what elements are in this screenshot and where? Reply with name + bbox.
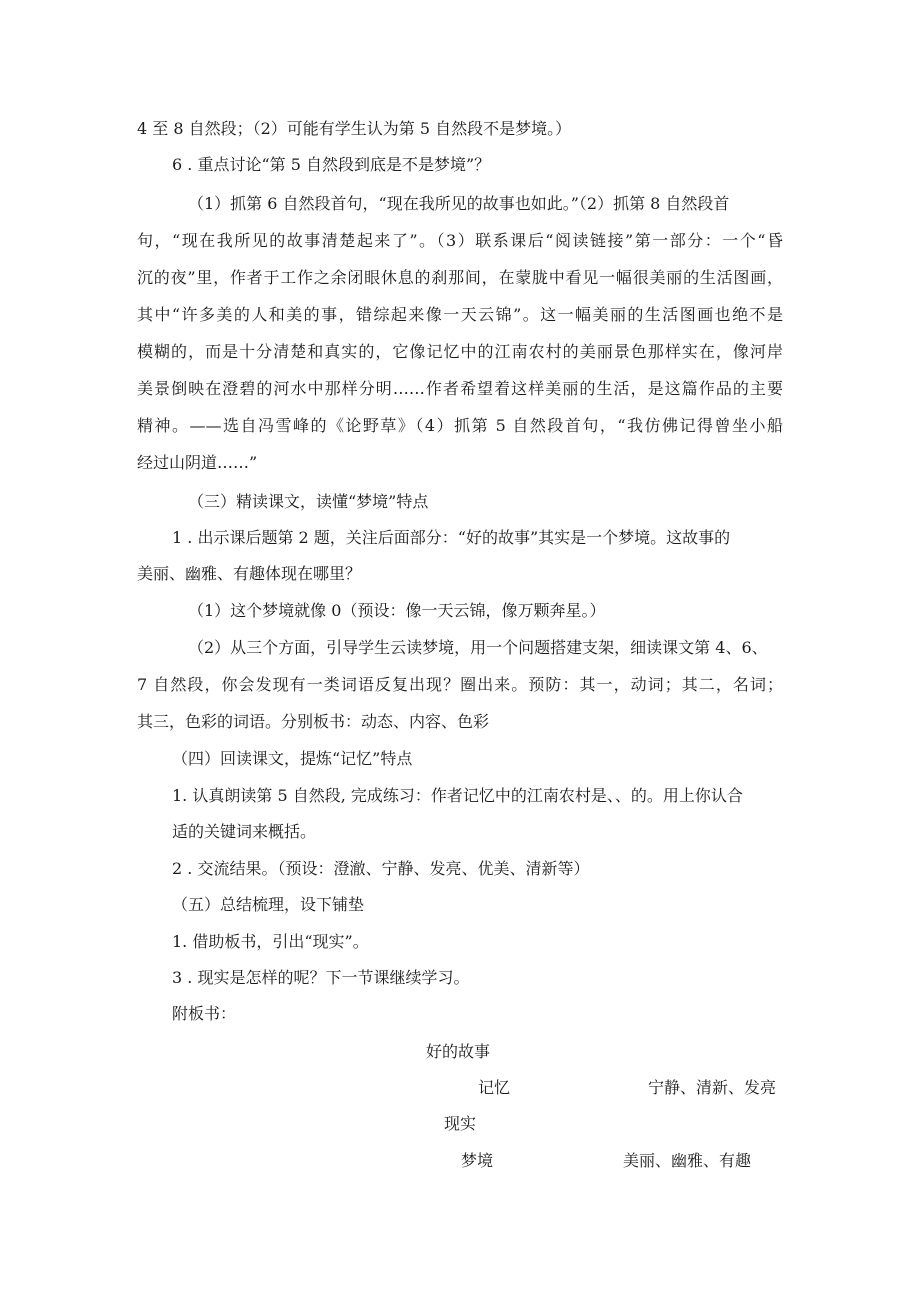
text-line: 适的关键词来概括。	[172, 822, 317, 841]
text-line: 模糊的，而是十分清楚和真实的，它像记忆中的江南农村的美丽景色那样实在，像河岸	[137, 342, 783, 361]
text-line: 7 自然段，你会发现有一类词语反复出现？圈出来。预防：其一，动词；其二，名词；	[137, 675, 783, 694]
text-line: 美景倒映在澄碧的河水中那样分明……作者希望着这样美丽的生活，是这篇作品的主要	[137, 379, 783, 398]
board-title: 好的故事	[426, 1042, 491, 1061]
board-dream: 梦境	[461, 1151, 494, 1170]
text-line: 附板书：	[172, 1004, 237, 1023]
text-line: （1）这个梦境就像 0（预设：像一天云锦，像万颗奔星。）	[188, 601, 606, 620]
board-reality: 现实	[444, 1114, 477, 1133]
text-line: 6 . 重点讨论“第 5 自然段到底是不是梦境”？	[172, 155, 491, 174]
section-heading: （四）回读课文，提炼“记忆”特点	[172, 749, 413, 768]
text-line: 1 . 出示课后题第 2 题，关注后面部分：“好的故事”其实是一个梦境。这故事的	[172, 528, 731, 547]
text-line: 1. 借助板书，引出“现实”。	[172, 932, 369, 951]
text-line: 精神。——选自冯雪峰的《论野草》（4）抓第 5 自然段首句，“我仿佛记得曾坐小船	[137, 416, 783, 435]
text-line: （2）从三个方面，引导学生云读梦境，用一个问题搭建支架，细读课文第 4、6、	[188, 638, 768, 657]
text-line: 沉的夜”里，作者于工作之余闭眼休息的刹那间，在蒙胧中看见一幅很美丽的生活图画，	[137, 268, 783, 287]
text-line: 句，“现在我所见的故事清楚起来了”。（3）联系课后“阅读链接”第一部分：一个“昏	[137, 231, 783, 250]
text-line: 其中“许多美的人和美的事，错综起来像一天云锦”。这一幅美丽的生活图画也绝不是	[137, 305, 783, 324]
board-dream-words: 美丽、幽雅、有趣	[623, 1151, 752, 1170]
board-memory: 记忆	[478, 1078, 511, 1097]
text-line: 经过山阴道……”	[137, 453, 258, 472]
text-line: 4 至 8 自然段；（2）可能有学生认为第 5 自然段不是梦境。）	[137, 119, 572, 138]
text-line: 3 . 现实是怎样的呢？下一节课继续学习。	[172, 968, 470, 987]
text-line: 其三，色彩的词语。分别板书：动态、内容、色彩	[137, 712, 490, 731]
text-line: 美丽、幽雅、有趣体现在哪里？	[137, 564, 362, 583]
text-line: （1）抓第 6 自然段首句，“现在我所见的故事也如此。”（2）抓第 8 自然段首	[188, 194, 730, 213]
text-line: 1. 认真朗读第 5 自然段, 完成练习：作者记忆中的江南农村是、、的。用上你认合	[172, 786, 743, 805]
section-heading: （三）精读课文，读懂“梦境”特点	[188, 492, 429, 511]
section-heading: （五）总结梳理，设下铺垫	[172, 895, 365, 914]
board-memory-words: 宁静、清新、发亮	[648, 1078, 777, 1097]
text-line: 2 . 交流结果。（预设：澄澈、宁静、发亮、优美、清新等）	[172, 859, 590, 878]
